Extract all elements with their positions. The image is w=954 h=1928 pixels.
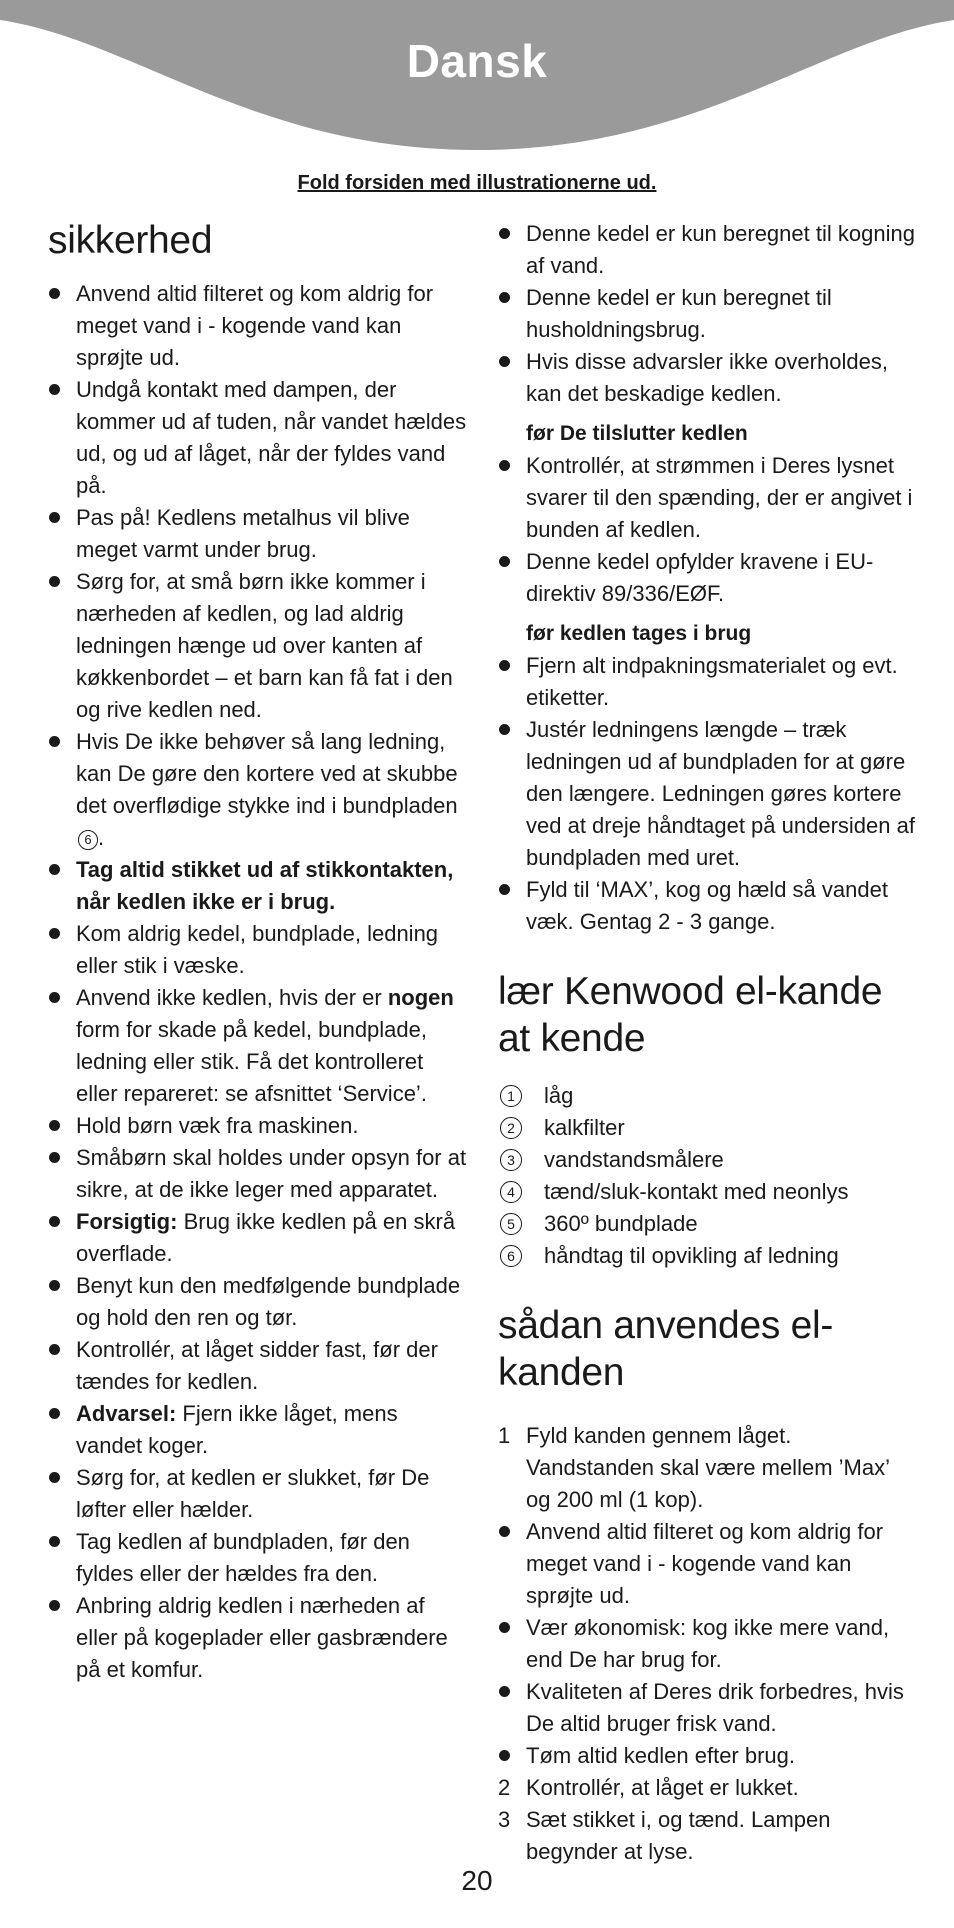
usage-heading: sådan anvendes el-kanden xyxy=(498,1304,834,1394)
list-item: Anbring aldrig kedlen i nærheden af eller på kogeplader eller gasbrændere på et komfur. xyxy=(76,1593,448,1682)
header-band xyxy=(0,0,954,160)
safety-heading: sikkerhed xyxy=(48,219,213,262)
list-item: Kvaliteten af Deres drik forbedres, hvis De altid bruger frisk vand. xyxy=(526,1679,904,1736)
list-item: Sørg for, at små børn ikke kommer i nærheden af kedlen, og lad aldrig ledningen hænge ud over kanten af køkkenbordet – et barn kan få fat i den og rive kedlen ned. xyxy=(76,569,453,722)
list-item: Pas på! Kedlens metalhus vil blive meget varmt under brug. xyxy=(76,505,410,562)
part-item: 5 360º bundplade xyxy=(498,1208,918,1240)
list-item: Tag kedlen af bundpladen, før den fyldes eller der hældes fra den. xyxy=(76,1529,410,1586)
list-item: 1 Fyld kanden gennem låget. Vandstanden skal være mellem ’Max’ og 200 ml (1 kop). xyxy=(498,1423,890,1512)
list-item: Vær økonomisk: kog ikke mere vand, end De har brug for. xyxy=(526,1615,890,1672)
before-connect-list xyxy=(498,450,918,610)
list-item: Anvend altid filteret og kom aldrig for meget vand i - kogende vand kan sprøjte ud. xyxy=(526,1519,884,1608)
page-title: Dansk xyxy=(406,35,548,87)
part-item: 6 håndtag til opvikling af ledning xyxy=(498,1240,918,1272)
list-item: 3 Sæt stikket i, og tænd. Lampen begynder at lyse. xyxy=(498,1807,831,1864)
parts-list xyxy=(498,1080,918,1272)
part-ref-6: 6 xyxy=(78,830,98,850)
list-item: Kom aldrig kedel, bundplade, ledning eller stik i væske. xyxy=(76,921,439,978)
page-number: 20 xyxy=(461,1865,493,1896)
list-item: Forsigtig: Brug ikke kedlen på en skrå overflade. xyxy=(76,1209,456,1266)
fold-note: Fold forsiden med illustrationerne ud. xyxy=(297,172,657,194)
list-item: Undgå kontakt med dampen, der kommer ud af tuden, når vandet hældes ud, og ud af låget, når der fyldes vand på. xyxy=(76,377,467,498)
list-item: Denne kedel er kun beregnet til kogning af vand. xyxy=(526,221,915,278)
list-item: Advarsel: Fjern ikke låget, mens vandet koger. xyxy=(76,1401,398,1458)
before-connect-heading: før De tilslutter kedlen xyxy=(526,422,748,445)
list-item: Fyld til ‘MAX’, kog og hæld så vandet væk. Gentag 2 - 3 gange. xyxy=(526,877,888,934)
list-item: Småbørn skal holdes under opsyn for at sikre, at de ikke leger med apparatet. xyxy=(76,1145,467,1202)
safety-list-continued xyxy=(498,218,918,410)
list-item: Hvis disse advarsler ikke overholdes, kan det beskadige kedlen. xyxy=(526,349,888,406)
list-item: Kontrollér, at strømmen i Deres lysnet svarer til den spænding, der er angivet i bunden af kedlen. xyxy=(526,453,913,542)
list-item: Fjern alt indpakningsmaterialet og evt. etiketter. xyxy=(526,653,898,710)
right-column xyxy=(498,218,918,1868)
part-item: 2 kalkfilter xyxy=(498,1112,918,1144)
list-item: Kontrollér, at låget sidder fast, før der tændes for kedlen. xyxy=(76,1337,438,1394)
usage-list xyxy=(498,1420,918,1868)
list-item: Hold børn væk fra maskinen. xyxy=(76,1113,359,1138)
list-item: Anvend altid filteret og kom aldrig for meget vand i - kogende vand kan sprøjte ud. xyxy=(76,281,434,370)
list-item: Denne kedel opfylder kravene i EU-direktiv 89/336/EØF. xyxy=(526,549,874,606)
list-item: Sørg for, at kedlen er slukket, før De løfter eller hælder. xyxy=(76,1465,430,1522)
list-item: Justér ledningens længde – træk ledningen ud af bundpladen for at gøre den længere. Ledningen gøres kortere ved at dreje håndtaget på undersiden af bundpladen med uret. xyxy=(526,717,915,870)
safety-list xyxy=(48,278,468,1686)
list-item: Tag altid stikket ud af stikkontakten, når kedlen ikke er i brug. xyxy=(76,857,454,914)
list-item: 2 Kontrollér, at låget er lukket. xyxy=(498,1775,799,1800)
before-use-heading: før kedlen tages i brug xyxy=(526,622,752,645)
list-item: Anvend ikke kedlen, hvis der er nogen form for skade på kedel, bundplade, ledning eller stik. Få det kontrolleret eller repareret: se afsnittet ‘Service’. xyxy=(76,985,454,1106)
part-item: 1 låg xyxy=(498,1080,918,1112)
list-item: Benyt kun den medfølgende bundplade og hold den ren og tør. xyxy=(76,1273,461,1330)
before-use-list xyxy=(498,650,918,938)
parts-heading: lær Kenwood el-kande at kende xyxy=(498,970,883,1060)
list-item: Hvis De ikke behøver så lang ledning, kan De gøre den kortere ved at skubbe det overflødige stykke ind i bundpladen 6 . xyxy=(76,729,458,850)
list-item: Denne kedel er kun beregnet til husholdningsbrug. xyxy=(526,285,832,342)
part-item: 4 tænd/sluk-kontakt med neonlys xyxy=(498,1176,918,1208)
left-column xyxy=(48,215,468,1686)
part-item: 3 vandstandsmålere xyxy=(498,1144,918,1176)
list-item: Tøm altid kedlen efter brug. xyxy=(526,1743,796,1768)
